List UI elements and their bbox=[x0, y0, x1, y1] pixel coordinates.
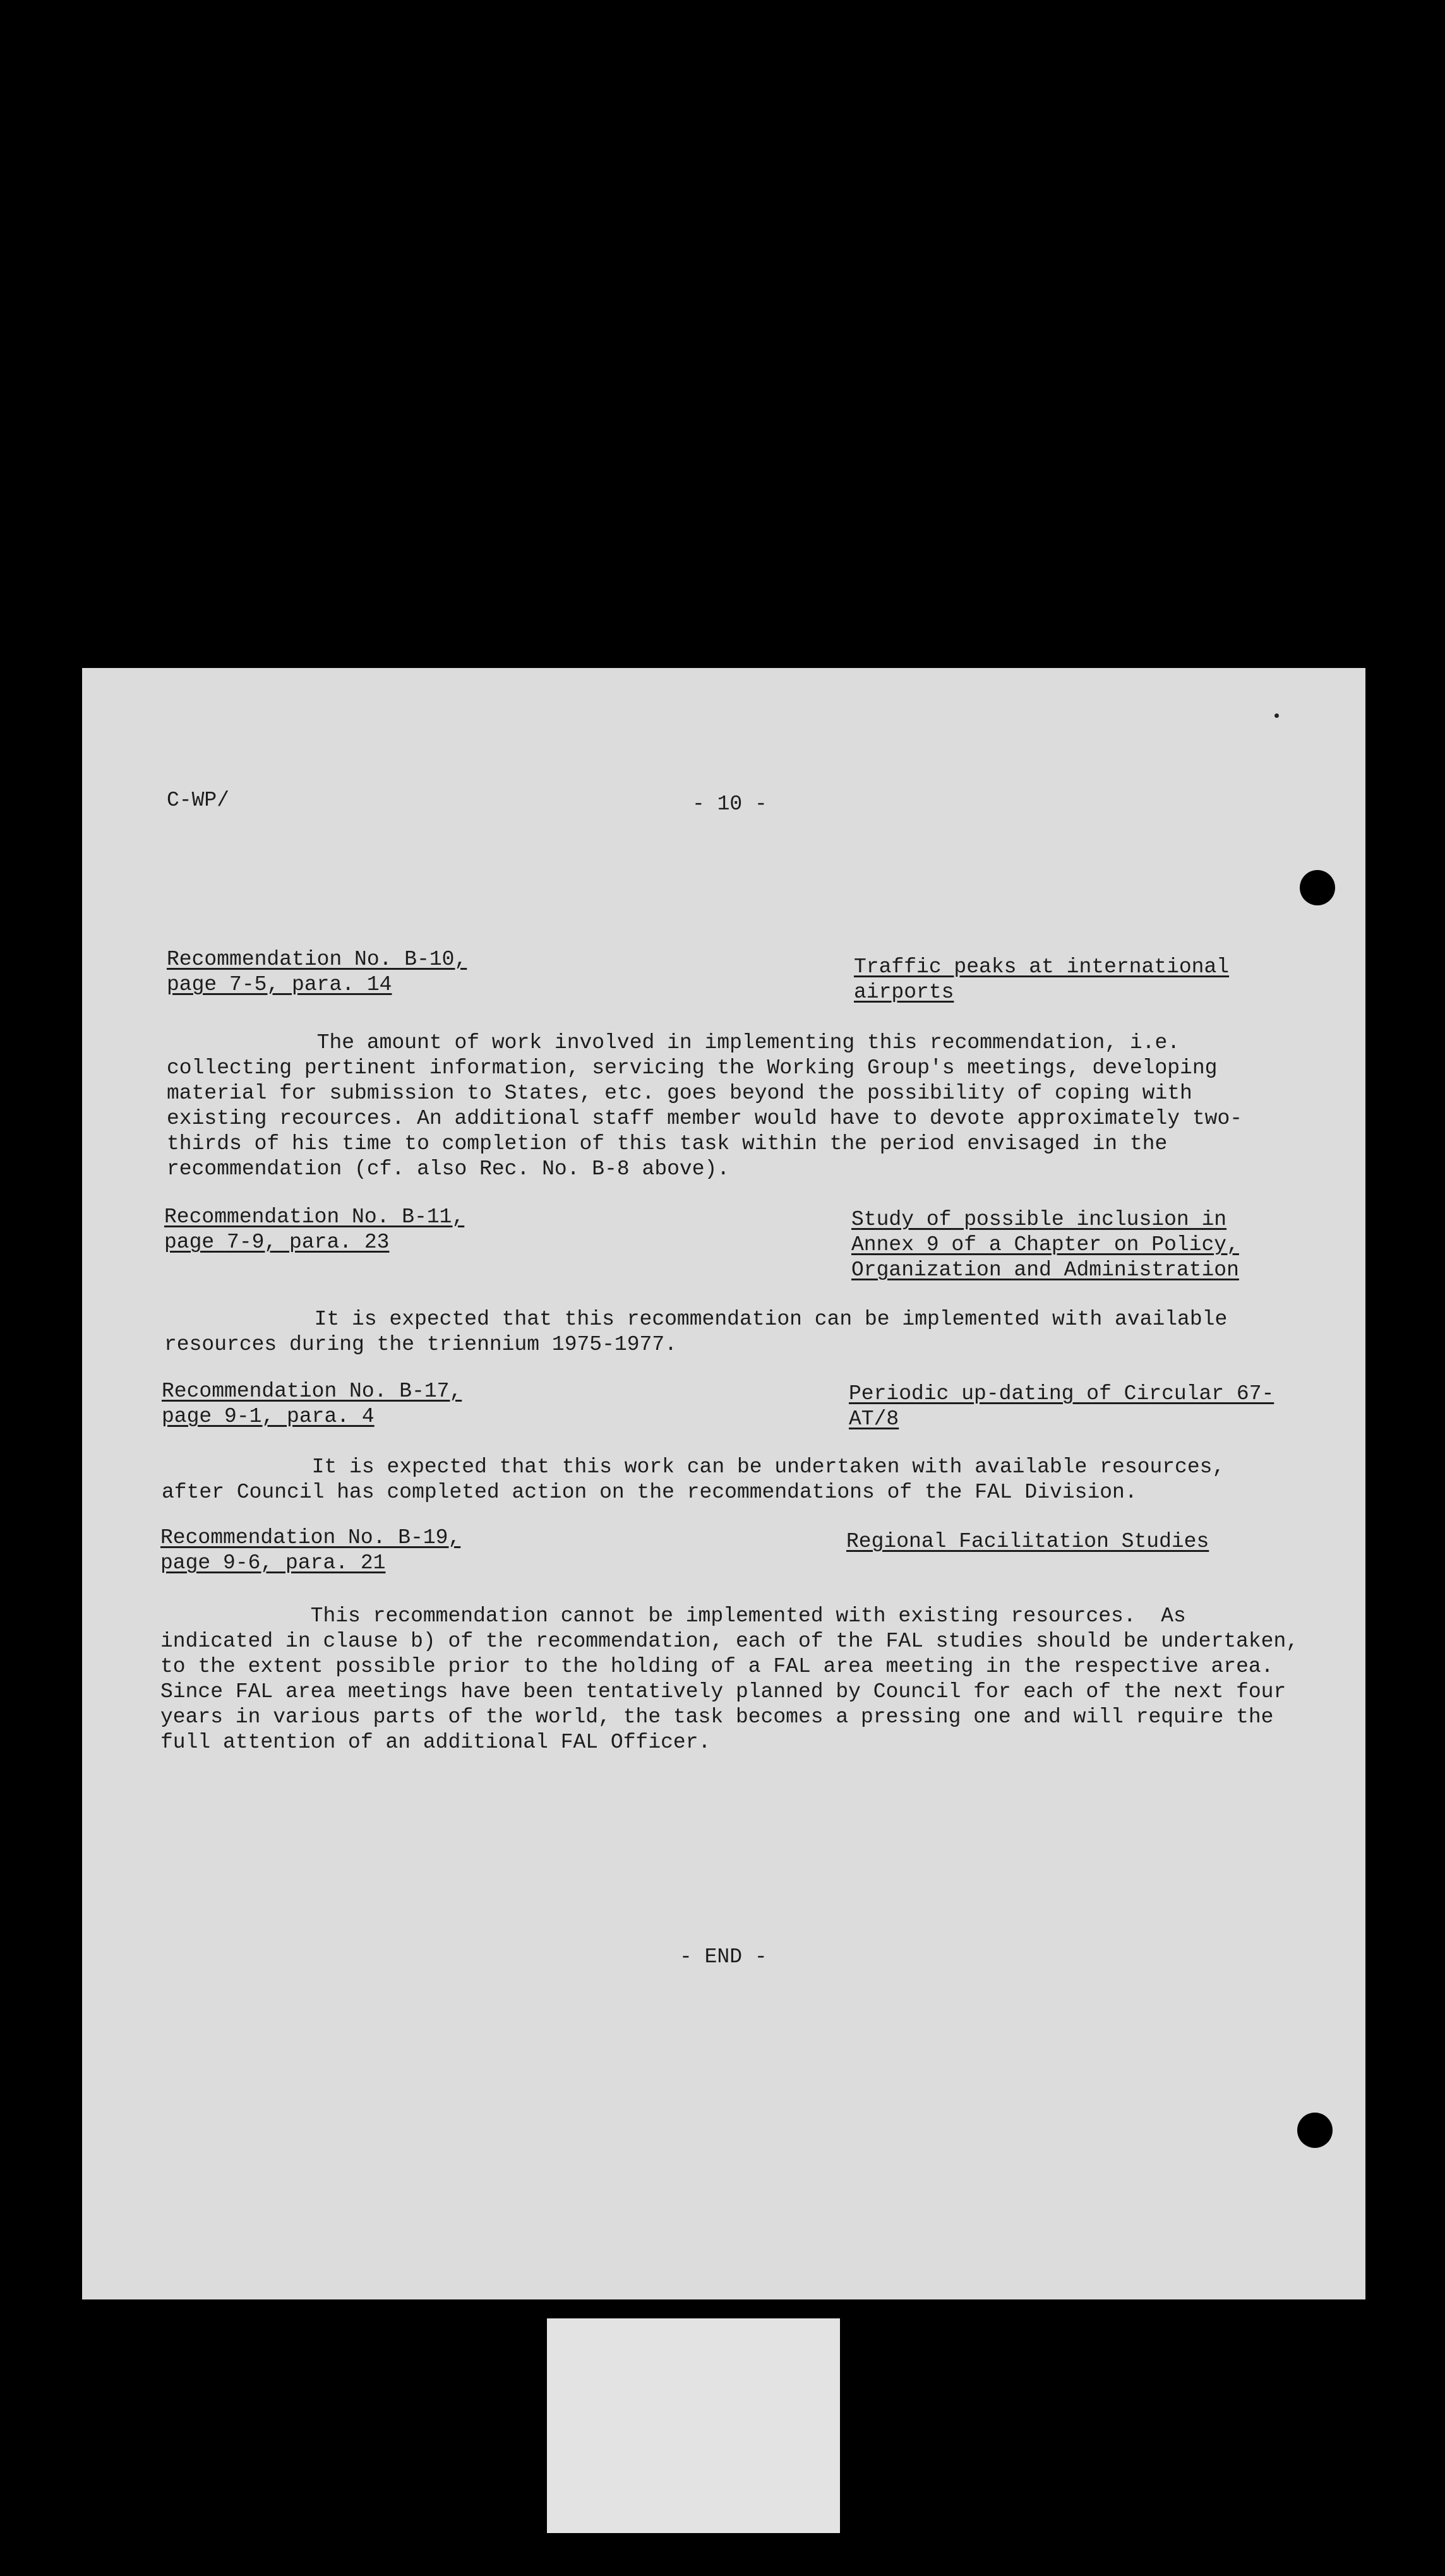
recommendation-page-ref: page 7-5, para. 14 bbox=[167, 973, 392, 996]
body-line: after Council has completed action on the recommendations of the FAL Division. bbox=[162, 1481, 1137, 1504]
body-line: thirds of his time to completion of this task within the period envisaged in the bbox=[167, 1132, 1168, 1155]
section-title-line: Organization and Administration bbox=[851, 1258, 1239, 1282]
section-title-line: Periodic up-dating of Circular 67- bbox=[849, 1382, 1274, 1405]
recommendation-number: Recommendation No. B-10, bbox=[167, 948, 467, 971]
body-line: The amount of work involved in implementing this recommendation, i.e. bbox=[167, 1031, 1180, 1054]
body-line: It is expected that this recommendation can be implemented with available bbox=[164, 1308, 1228, 1331]
body-line: This recommendation cannot be implemented with existing resources. As bbox=[160, 1604, 1186, 1628]
page-number: - 10 - bbox=[692, 792, 767, 816]
body-line: collecting pertinent information, servicing the Working Group's meetings, developing bbox=[167, 1056, 1218, 1080]
section-title-line: Traffic peaks at international bbox=[854, 955, 1230, 979]
body-line: existing recources. An additional staff member would have to devote approximately two- bbox=[167, 1107, 1243, 1130]
document-page bbox=[82, 668, 1365, 2299]
punch-hole bbox=[1297, 2113, 1333, 2148]
section-title-line: AT/8 bbox=[849, 1407, 899, 1431]
recommendation-page-ref: page 9-6, para. 21 bbox=[160, 1551, 386, 1575]
recommendation-number: Recommendation No. B-11, bbox=[164, 1205, 465, 1229]
recommendation-number: Recommendation No. B-19, bbox=[160, 1526, 461, 1549]
paper-slip bbox=[547, 2318, 840, 2533]
recommendation-number: Recommendation No. B-17, bbox=[162, 1380, 462, 1403]
body-line: material for submission to States, etc. goes beyond the possibility of coping with bbox=[167, 1082, 1192, 1105]
section-title-line: Annex 9 of a Chapter on Policy, bbox=[851, 1233, 1239, 1256]
recommendation-page-ref: page 9-1, para. 4 bbox=[162, 1405, 375, 1428]
punch-hole bbox=[1300, 870, 1335, 905]
body-line: to the extent possible prior to the holding of a FAL area meeting in the respective area. bbox=[160, 1655, 1274, 1678]
document-reference: C-WP/ bbox=[167, 789, 230, 812]
section-title-line: Study of possible inclusion in bbox=[851, 1208, 1227, 1231]
body-line: years in various parts of the world, the task becomes a pressing one and will require the bbox=[160, 1705, 1274, 1729]
body-line: full attention of an additional FAL Officer. bbox=[160, 1731, 711, 1754]
section-title-line: airports bbox=[854, 981, 954, 1004]
speck bbox=[1274, 713, 1279, 718]
body-line: Since FAL area meetings have been tentatively planned by Council for each of the next four bbox=[160, 1680, 1286, 1703]
recommendation-page-ref: page 7-9, para. 23 bbox=[164, 1231, 390, 1254]
end-mark: - END - bbox=[680, 1945, 767, 1969]
body-line: recommendation (cf. also Rec. No. B-8 above). bbox=[167, 1157, 730, 1181]
section-title-line: Regional Facilitation Studies bbox=[846, 1530, 1209, 1553]
body-line: resources during the triennium 1975-1977. bbox=[164, 1333, 677, 1356]
body-line: indicated in clause b) of the recommendation, each of the FAL studies should be undertaken, bbox=[160, 1630, 1299, 1653]
body-line: It is expected that this work can be undertaken with available resources, bbox=[162, 1455, 1225, 1479]
